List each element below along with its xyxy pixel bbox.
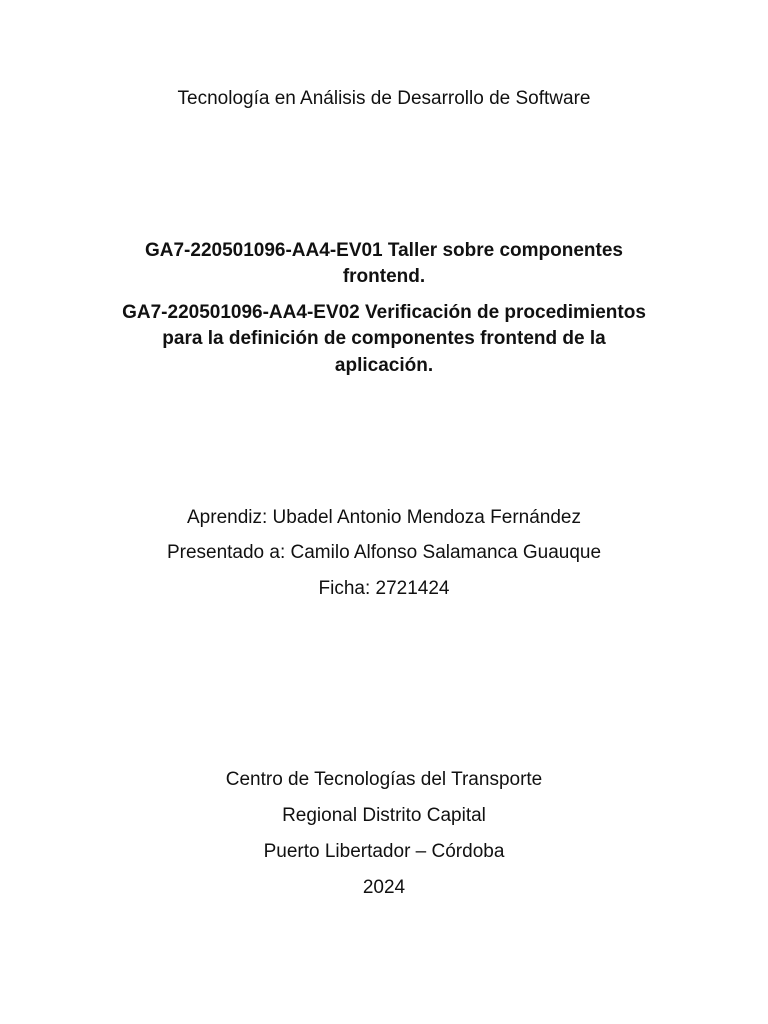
- ficha-number: Ficha: 2721424: [318, 578, 450, 599]
- year: 2024: [362, 877, 406, 898]
- evidence-2-line-3: aplicación.: [334, 355, 434, 376]
- location: Puerto Libertador – Córdoba: [263, 841, 505, 862]
- instructor-name: Presentado a: Camilo Alfonso Salamanca Guauque: [166, 542, 602, 563]
- evidence-2-line-2: para la definición de componentes frontend de la: [162, 328, 606, 349]
- evidence-1-line-2: frontend.: [342, 266, 426, 287]
- program-name: Tecnología en Análisis de Desarrollo de Software: [177, 88, 591, 109]
- regional-name: Regional Distrito Capital: [282, 805, 486, 826]
- evidence-2-line-1: GA7-220501096-AA4-EV02 Verificación de procedimientos: [122, 302, 646, 323]
- apprentice-name: Aprendiz: Ubadel Antonio Mendoza Fernández: [187, 507, 581, 528]
- training-center: Centro de Tecnologías del Transporte: [225, 769, 543, 790]
- evidence-1-line-1: GA7-220501096-AA4-EV01 Taller sobre componentes: [144, 240, 623, 261]
